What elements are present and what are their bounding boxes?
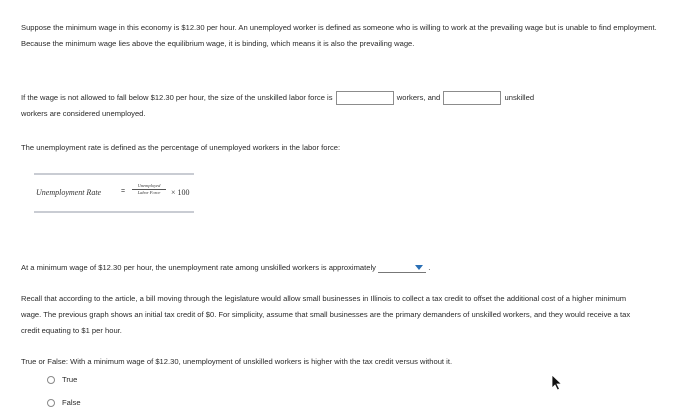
radio-button[interactable] [47,399,55,407]
question-suffix: unskilled [504,93,535,102]
formula-bottom-rule [34,211,194,213]
intro-paragraph: Suppose the minimum wage in this economy is $12.30 per hour. An unemployed worker is defined as someone who is willing to work at the prevailing wage but is unable to find employment. Because the minimum wage lies above the equilibrium wage, it is binding, which means it is also the prevailing wage. [21,23,657,48]
mouse-cursor-icon [551,374,563,391]
formula-numerator: Unemployed [132,183,166,190]
radio-label: False [62,398,81,407]
radio-option-true[interactable] [47,375,77,384]
radio-label: True [62,375,78,384]
unemployment-rate-dropdown[interactable] [378,263,426,273]
formula-times: × 100 [171,188,190,197]
true-false-question: True or False: With a minimum wage of $12.30, unemployment of unskilled workers is higher with the tax credit versus without it. [21,357,453,366]
formula-label: Unemployment Rate [36,188,102,197]
formula-fraction [132,183,166,196]
rate-question-text: At a minimum wage of $12.30 per hour, the unemployment rate among unskilled workers is approximately [21,263,376,272]
radio-button[interactable] [47,376,55,384]
question-line2: workers are considered unemployed. [21,109,146,118]
question-prefix: If the wage is not allowed to fall below $12.30 per hour, the size of the unskilled labor force is [21,93,333,102]
unemployed-workers-input[interactable] [443,91,501,105]
rate-question-end: . [428,263,431,272]
chevron-down-icon [415,265,423,270]
radio-option-false[interactable] [47,398,81,407]
rate-question [21,260,691,276]
labor-force-question [21,90,681,122]
formula-denominator: Labor Force [137,190,161,195]
formula-equals: = [121,188,126,195]
formula-top-rule [34,173,194,175]
definition-text: The unemployment rate is defined as the percentage of unemployed workers in the labor force: [21,143,341,152]
unemployment-rate-formula [34,171,194,216]
question-middle: workers, and [396,93,441,102]
labor-force-input[interactable] [336,91,394,105]
recall-paragraph: Recall that according to the article, a bill moving through the legislature would allow small businesses in Illinois to collect a tax credit to offset the additional cost of a higher minimum wage. The previous graph shows an initial tax credit of $0. For simplicity, assume that small businesses are the primary demanders of unskilled workers, and they would receive a tax credit equating to $1 per hour. [21,294,631,335]
